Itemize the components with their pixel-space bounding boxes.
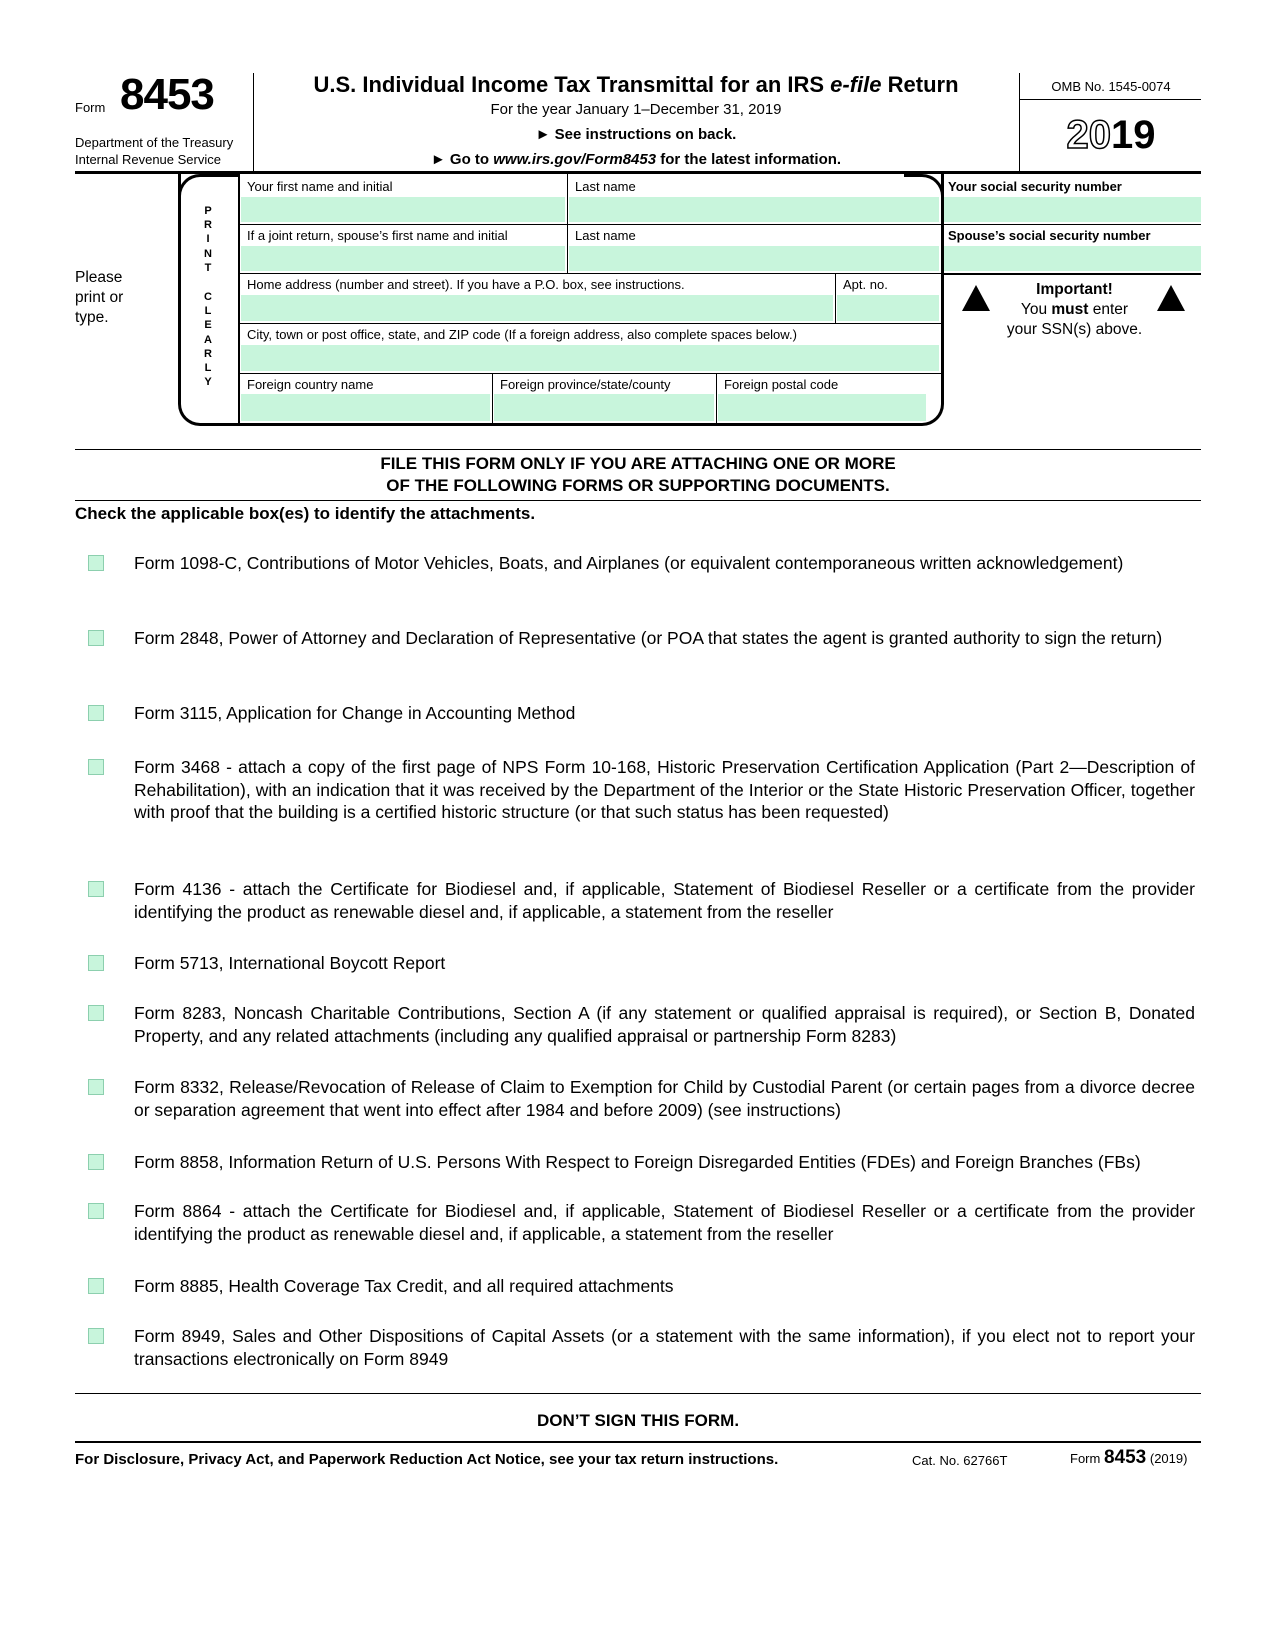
tax-year xyxy=(1020,113,1202,157)
omb-number: OMB No. 1545-0074 xyxy=(1051,79,1171,94)
foreign-country-label: Foreign country name xyxy=(247,377,374,392)
row1-bottom-rule xyxy=(240,224,941,225)
attachment-item: Form 4136 - attach the Certificate for Biodiesel and, if applicable, Statement of Biodiesel Reseller or a certificate from the provider identifying the product as renewable diesel and, if applicable, a statement from the reseller xyxy=(134,879,1195,922)
attachment-item: Form 1098-C, Contributions of Motor Vehicles, Boats, and Airplanes (or equivalent contemporaneous written acknowledgement) xyxy=(134,553,1124,573)
form-prefix: Form xyxy=(75,100,106,115)
footer-rule xyxy=(75,1441,1201,1443)
foreign-province-field[interactable] xyxy=(494,394,714,421)
tax-year-outline: 20 xyxy=(1066,113,1111,157)
ssn-label: Your social security number xyxy=(948,179,1122,194)
first-name-field[interactable] xyxy=(241,197,565,222)
ssn-rule xyxy=(944,224,1201,225)
checkbox-form-8858[interactable] xyxy=(88,1154,104,1170)
row3-bottom-rule xyxy=(240,323,941,324)
checkbox-form-1098c[interactable] xyxy=(88,555,104,571)
spouse-ssn-field[interactable] xyxy=(944,246,1201,271)
attachment-item: Form 3115, Application for Change in Accounting Method xyxy=(134,703,576,723)
city-state-zip-field[interactable] xyxy=(241,345,939,371)
checkbox-form-3468[interactable] xyxy=(88,759,104,775)
frame-corner-left xyxy=(178,174,238,214)
foreign-postal-label: Foreign postal code xyxy=(724,377,839,392)
dept-line2: Internal Revenue Service xyxy=(75,152,221,167)
clearly-vertical-label: C L E A R L Y xyxy=(204,291,212,389)
spouse-last-name-label: Last name xyxy=(575,228,636,243)
checkbox-form-8949[interactable] xyxy=(88,1328,104,1344)
last-name-field[interactable] xyxy=(569,197,939,222)
attachments-top-rule xyxy=(75,449,1201,450)
website-note: ► Go to www.irs.gov/Form8453 for the latest information. xyxy=(430,151,842,168)
spouse-ssn-label: Spouse’s social security number xyxy=(948,228,1151,243)
tax-year-solid: 19 xyxy=(1111,113,1156,157)
row1-divider xyxy=(567,174,568,224)
important-ssn-note: Important! You must enter your SSN(s) above. xyxy=(992,280,1157,340)
file-only-notice: FILE THIS FORM ONLY IF YOU ARE ATTACHING ONE OR MORE OF THE FOLLOWING FORMS OR SUPPORTING DOCUMENTS. xyxy=(380,454,896,495)
row5-divider2 xyxy=(716,373,717,423)
frame-inner-divider xyxy=(238,174,240,426)
omb-divider xyxy=(1019,99,1201,100)
catalog-number: Cat. No. 62766T xyxy=(912,1453,1008,1468)
checkbox-form-8864[interactable] xyxy=(88,1203,104,1219)
attachment-item: Form 3468 - attach a copy of the first page of NPS Form 10-168, Historic Preservation Certification Application (Part 2—Description of Rehabilitation), with an indication that it was received by the Department of the Interior or the State Historic Preservation Officer, together with proof that the building is a certified historic structure (or that such status has been requested) xyxy=(134,757,1195,822)
spouse-first-name-label: If a joint return, spouse’s first name and initial xyxy=(247,228,508,243)
home-address-field[interactable] xyxy=(241,295,833,321)
attachment-item: Form 8885, Health Coverage Tax Credit, and all required attachments xyxy=(134,1276,674,1296)
checkbox-form-4136[interactable] xyxy=(88,881,104,897)
print-vertical-label: P R I N T xyxy=(204,205,212,274)
checkbox-form-8885[interactable] xyxy=(88,1278,104,1294)
form-number: 8453 xyxy=(120,70,214,119)
attachment-item: Form 8864 - attach the Certificate for Biodiesel and, if applicable, Statement of Biodiesel Reseller or a certificate from the provider identifying the product as renewable diesel and, if applicable, a statement from the reseller xyxy=(134,1201,1195,1244)
privacy-notice: For Disclosure, Privacy Act, and Paperwork Reduction Act Notice, see your tax return instructions. xyxy=(75,1451,779,1468)
first-name-label: Your first name and initial xyxy=(247,179,393,194)
form-title: U.S. Individual Income Tax Transmittal for an IRS e-file Return xyxy=(313,72,959,97)
spouse-last-name-field[interactable] xyxy=(569,246,939,271)
row2-divider xyxy=(567,224,568,273)
apt-no-label: Apt. no. xyxy=(843,277,888,292)
foreign-province-label: Foreign province/state/county xyxy=(500,377,671,392)
checkbox-form-2848[interactable] xyxy=(88,630,104,646)
foreign-postal-field[interactable] xyxy=(718,394,926,421)
ssn-field[interactable] xyxy=(944,197,1201,222)
spouse-first-name-field[interactable] xyxy=(241,246,565,271)
attachments-notice-rule xyxy=(75,500,1201,501)
checkbox-form-8332[interactable] xyxy=(88,1079,104,1095)
checkbox-form-3115[interactable] xyxy=(88,705,104,721)
important-line2: You must enter xyxy=(1020,301,1129,318)
attachment-item: Form 8949, Sales and Other Dispositions of Capital Assets (or a statement with the same information), if you elect not to report your transactions electronically on Form 8949 xyxy=(134,1326,1195,1369)
check-instruction: Check the applicable box(es) to identify the attachments. xyxy=(75,504,536,523)
arrow-up-left-icon xyxy=(962,285,990,311)
attachment-item: Form 5713, International Boycott Report xyxy=(134,953,446,973)
foreign-country-field[interactable] xyxy=(241,394,490,421)
footer-top-rule xyxy=(75,1393,1201,1394)
apt-no-field[interactable] xyxy=(837,295,939,321)
checkbox-form-5713[interactable] xyxy=(88,955,104,971)
spouse-ssn-rule xyxy=(944,273,1201,275)
irs-url-link[interactable]: www.irs.gov/Form8453 xyxy=(493,151,657,168)
checkbox-form-8283[interactable] xyxy=(88,1005,104,1021)
arrow-up-right-icon xyxy=(1157,285,1185,311)
please-print-note: Please print or type. xyxy=(75,269,124,326)
city-state-zip-label: City, town or post office, state, and ZIP code (If a foreign address, also complete spaces below.) xyxy=(247,327,797,342)
instructions-note: ► See instructions on back. xyxy=(535,126,737,143)
attachment-item: Form 8332, Release/Revocation of Release of Claim to Exemption for Child by Custodial Parent (or certain pages from a divorce decree or separation agreement that went into effect after 1984 and before 2009) (see instructions) xyxy=(134,1077,1195,1120)
header-divider-left xyxy=(253,73,254,171)
attachment-item: Form 8858, Information Return of U.S. Persons With Respect to Foreign Disregarded Entities (FDEs) and Foreign Branches (FBs) xyxy=(134,1152,1141,1172)
attachment-item: Form 2848, Power of Attorney and Declaration of Representative (or POA that states the agent is granted authority to sign the return) xyxy=(134,628,1163,648)
row4-bottom-rule xyxy=(240,373,941,374)
row5-divider1 xyxy=(492,373,493,423)
apt-divider xyxy=(835,273,836,323)
attachment-item: Form 8283, Noncash Charitable Contributions, Section A (if any statement or qualified appraisal is required), or Section B, Donated Property, and any related attachments (including any qualified appraisal or partnership Form 8283) xyxy=(134,1003,1195,1046)
form-subtitle: For the year January 1–December 31, 2019 xyxy=(490,101,782,118)
dont-sign-notice: DON’T SIGN THIS FORM. xyxy=(536,1411,740,1430)
home-address-label: Home address (number and street). If you have a P.O. box, see instructions. xyxy=(247,277,685,292)
last-name-label: Last name xyxy=(575,179,636,194)
dept-line1: Department of the Treasury xyxy=(75,135,234,150)
footer-form-id: Form 8453 (2019) xyxy=(1070,1447,1188,1468)
